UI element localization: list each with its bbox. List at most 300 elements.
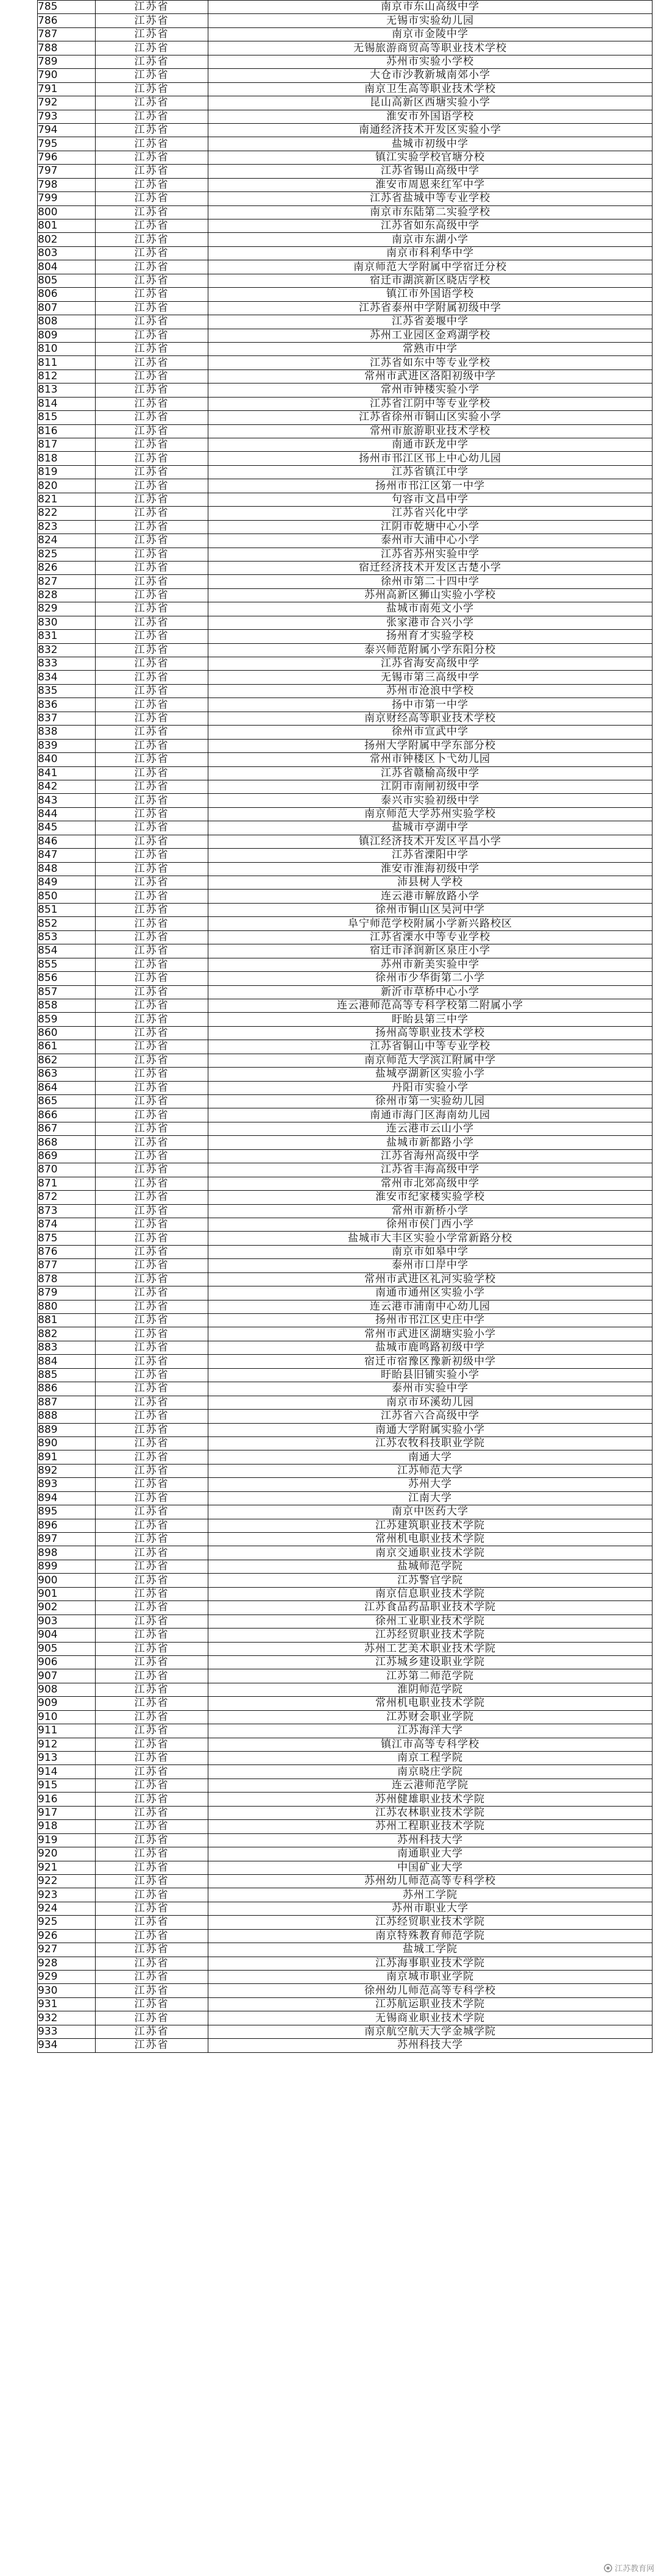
row-number: 854 xyxy=(38,944,96,958)
row-number: 821 xyxy=(38,493,96,506)
row-number: 843 xyxy=(38,794,96,807)
table-row xyxy=(38,205,653,219)
row-number: 837 xyxy=(38,712,96,725)
table-row xyxy=(38,671,653,684)
table-row xyxy=(38,1149,653,1163)
row-number: 924 xyxy=(38,1902,96,1915)
row-number: 878 xyxy=(38,1272,96,1286)
table-row xyxy=(38,1204,653,1218)
table-row xyxy=(38,69,653,82)
row-number: 867 xyxy=(38,1122,96,1135)
province-cell: 江苏省 xyxy=(96,41,208,55)
row-number: 913 xyxy=(38,1752,96,1765)
row-number: 925 xyxy=(38,1916,96,1929)
school-name-cell: 江苏财会职业学院 xyxy=(208,1710,653,1724)
row-number: 819 xyxy=(38,465,96,479)
school-name-cell: 南京市东陆第二实验学校 xyxy=(208,205,653,219)
province-cell: 江苏省 xyxy=(96,1286,208,1300)
province-cell: 江苏省 xyxy=(96,1272,208,1286)
table-row xyxy=(38,2011,653,2025)
row-number: 828 xyxy=(38,588,96,602)
province-cell: 江苏省 xyxy=(96,1505,208,1519)
row-number: 861 xyxy=(38,1040,96,1054)
row-number: 799 xyxy=(38,192,96,205)
table-row xyxy=(38,342,653,355)
table-row xyxy=(38,1191,653,1204)
table-row xyxy=(38,1,653,14)
row-number: 923 xyxy=(38,1888,96,1902)
province-cell: 江苏省 xyxy=(96,2039,208,2052)
province-cell: 江苏省 xyxy=(96,82,208,96)
school-name-cell: 徐州幼儿师范高等专科学校 xyxy=(208,1984,653,1997)
province-cell: 江苏省 xyxy=(96,1368,208,1382)
table-row xyxy=(38,917,653,930)
school-name-cell: 苏州市实验小学校 xyxy=(208,55,653,68)
table-row xyxy=(38,438,653,452)
table-row xyxy=(38,930,653,944)
school-name-cell: 江苏第二师范学院 xyxy=(208,1669,653,1683)
row-number: 918 xyxy=(38,1820,96,1833)
row-number: 903 xyxy=(38,1614,96,1628)
school-name-cell: 盐城市亭湖中学 xyxy=(208,821,653,835)
table-row xyxy=(38,876,653,890)
province-cell: 江苏省 xyxy=(96,1847,208,1861)
row-number: 888 xyxy=(38,1410,96,1423)
row-number: 892 xyxy=(38,1464,96,1477)
school-name-cell: 南京市科利华中学 xyxy=(208,246,653,260)
school-name-cell: 苏州市新美实验中学 xyxy=(208,958,653,971)
row-number: 817 xyxy=(38,438,96,452)
school-name-cell: 扬州高等职业技术学校 xyxy=(208,1026,653,1040)
province-cell: 江苏省 xyxy=(96,329,208,342)
row-number: 839 xyxy=(38,739,96,752)
province-cell: 江苏省 xyxy=(96,260,208,274)
province-cell: 江苏省 xyxy=(96,274,208,287)
table-row xyxy=(38,1505,653,1519)
table-row xyxy=(38,1629,653,1642)
school-name-cell: 淮阴师范学院 xyxy=(208,1683,653,1696)
row-number: 841 xyxy=(38,766,96,780)
province-cell: 江苏省 xyxy=(96,1382,208,1396)
row-number: 846 xyxy=(38,835,96,848)
school-name-cell: 南京师范大学附属中学宿迁分校 xyxy=(208,260,653,274)
school-name-cell: 张家港市合兴小学 xyxy=(208,616,653,629)
province-cell: 江苏省 xyxy=(96,233,208,246)
table-row xyxy=(38,1423,653,1436)
province-cell: 江苏省 xyxy=(96,1997,208,2011)
row-number: 838 xyxy=(38,726,96,739)
row-number: 891 xyxy=(38,1450,96,1464)
table-row xyxy=(38,657,653,671)
row-number: 789 xyxy=(38,55,96,68)
row-number: 931 xyxy=(38,1997,96,2011)
row-number: 886 xyxy=(38,1382,96,1396)
table-row xyxy=(38,1108,653,1122)
province-cell: 江苏省 xyxy=(96,930,208,944)
row-number: 893 xyxy=(38,1478,96,1491)
row-number: 831 xyxy=(38,630,96,643)
province-cell: 江苏省 xyxy=(96,1820,208,1833)
school-name-cell: 新沂市草桥中心小学 xyxy=(208,985,653,999)
row-number: 902 xyxy=(38,1601,96,1614)
school-name-cell: 丹阳市实验小学 xyxy=(208,1081,653,1094)
province-cell: 江苏省 xyxy=(96,999,208,1012)
table-row xyxy=(38,780,653,793)
school-name-cell: 常州机电职业技术学院 xyxy=(208,1697,653,1710)
row-number: 812 xyxy=(38,369,96,383)
province-cell: 江苏省 xyxy=(96,1177,208,1190)
school-name-cell: 盐城市鹿鸣路初级中学 xyxy=(208,1341,653,1354)
table-row xyxy=(38,1450,653,1464)
row-number: 890 xyxy=(38,1436,96,1450)
table-row xyxy=(38,766,653,780)
row-number: 908 xyxy=(38,1683,96,1696)
table-row xyxy=(38,1478,653,1491)
school-name-cell: 南京特殊教育师范学院 xyxy=(208,1929,653,1943)
table-row xyxy=(38,1355,653,1368)
school-name-cell: 徐州市少华街第二小学 xyxy=(208,972,653,985)
province-cell: 江苏省 xyxy=(96,2011,208,2025)
school-name-cell: 常州市武进区湖塘实验小学 xyxy=(208,1327,653,1341)
school-name-cell: 连云港市解放路小学 xyxy=(208,890,653,903)
province-cell: 江苏省 xyxy=(96,1026,208,1040)
row-number: 880 xyxy=(38,1300,96,1313)
school-name-cell: 淮安市纪家楼实验学校 xyxy=(208,1191,653,1204)
source-watermark xyxy=(604,2562,654,2574)
table-row xyxy=(38,534,653,548)
province-cell: 江苏省 xyxy=(96,958,208,971)
table-row xyxy=(38,520,653,533)
row-number: 865 xyxy=(38,1095,96,1108)
school-name-cell: 苏州高新区狮山实验小学校 xyxy=(208,588,653,602)
table-row xyxy=(38,903,653,916)
school-name-cell: 南京城市职业学院 xyxy=(208,1971,653,1984)
row-number: 917 xyxy=(38,1806,96,1819)
row-number: 934 xyxy=(38,2039,96,2052)
school-name-cell: 徐州市铜山区吴河中学 xyxy=(208,903,653,916)
school-name-cell: 无锡市实验幼儿园 xyxy=(208,14,653,27)
row-number: 848 xyxy=(38,862,96,876)
row-number: 928 xyxy=(38,1957,96,1970)
province-cell: 江苏省 xyxy=(96,96,208,110)
school-name-cell: 江阴市乾塘中心小学 xyxy=(208,520,653,533)
row-number: 850 xyxy=(38,890,96,903)
row-number: 909 xyxy=(38,1697,96,1710)
school-name-cell: 南通市通州区实验小学 xyxy=(208,1286,653,1300)
school-name-cell: 宿迁经济技术开发区古楚小学 xyxy=(208,561,653,574)
province-cell: 江苏省 xyxy=(96,110,208,123)
province-cell: 江苏省 xyxy=(96,1410,208,1423)
province-cell: 江苏省 xyxy=(96,1327,208,1341)
table-row xyxy=(38,807,653,821)
school-name-cell: 江苏城乡建设职业学院 xyxy=(208,1655,653,1669)
school-name-cell: 江苏航运职业技术学院 xyxy=(208,1997,653,2011)
row-number: 852 xyxy=(38,917,96,930)
school-name-cell: 连云港师范学院 xyxy=(208,1779,653,1792)
table-row xyxy=(38,27,653,41)
table-row xyxy=(38,1341,653,1354)
table-row xyxy=(38,452,653,465)
row-number: 794 xyxy=(38,123,96,137)
row-number: 874 xyxy=(38,1218,96,1231)
table-row xyxy=(38,14,653,27)
row-number: 832 xyxy=(38,643,96,657)
school-name-cell: 盐城师范学院 xyxy=(208,1560,653,1573)
school-name-cell: 江苏省兴化中学 xyxy=(208,507,653,520)
province-cell: 江苏省 xyxy=(96,1874,208,1888)
school-name-cell: 徐州市第二十四中学 xyxy=(208,575,653,588)
row-number: 901 xyxy=(38,1587,96,1600)
province-cell: 江苏省 xyxy=(96,684,208,698)
row-number: 862 xyxy=(38,1054,96,1067)
row-number: 834 xyxy=(38,671,96,684)
province-cell: 江苏省 xyxy=(96,14,208,27)
province-cell: 江苏省 xyxy=(96,1943,208,1957)
province-cell: 江苏省 xyxy=(96,1450,208,1464)
row-number: 921 xyxy=(38,1861,96,1874)
school-name-cell: 中国矿业大学 xyxy=(208,1861,653,1874)
province-cell: 江苏省 xyxy=(96,1752,208,1765)
province-cell: 江苏省 xyxy=(96,972,208,985)
row-number: 827 xyxy=(38,575,96,588)
table-row xyxy=(38,890,653,903)
table-row xyxy=(38,507,653,520)
school-name-cell: 江苏省锡山高级中学 xyxy=(208,165,653,178)
row-number: 864 xyxy=(38,1081,96,1094)
school-name-cell: 江苏农牧科技职业学院 xyxy=(208,1436,653,1450)
school-name-cell: 连云港市浦南中心幼儿园 xyxy=(208,1300,653,1313)
school-name-cell: 南通经济技术开发区实验小学 xyxy=(208,123,653,137)
table-row xyxy=(38,1793,653,1806)
school-name-cell: 江苏省徐州市铜山区实验小学 xyxy=(208,411,653,424)
table-row xyxy=(38,835,653,848)
province-cell: 江苏省 xyxy=(96,1095,208,1108)
province-cell: 江苏省 xyxy=(96,835,208,848)
province-cell: 江苏省 xyxy=(96,1629,208,1642)
school-name-cell: 无锡商业职业技术学院 xyxy=(208,2011,653,2025)
province-cell: 江苏省 xyxy=(96,698,208,712)
row-number: 900 xyxy=(38,1574,96,1587)
table-row xyxy=(38,1902,653,1915)
school-name-cell: 南京财经高等职业技术学校 xyxy=(208,712,653,725)
table-row xyxy=(38,630,653,643)
province-cell: 江苏省 xyxy=(96,151,208,164)
province-cell: 江苏省 xyxy=(96,1697,208,1710)
province-cell: 江苏省 xyxy=(96,411,208,424)
school-name-cell: 大仓市沙教新城南郊小学 xyxy=(208,69,653,82)
school-name-cell: 南京航空航天大学金城学院 xyxy=(208,2025,653,2038)
school-name-cell: 江苏省海州高级中学 xyxy=(208,1149,653,1163)
province-cell: 江苏省 xyxy=(96,1888,208,1902)
row-number: 826 xyxy=(38,561,96,574)
table-row xyxy=(38,465,653,479)
table-row xyxy=(38,575,653,588)
school-list-table xyxy=(37,0,653,2053)
province-cell: 江苏省 xyxy=(96,1929,208,1943)
province-cell: 江苏省 xyxy=(96,55,208,68)
province-cell: 江苏省 xyxy=(96,1068,208,1081)
table-row xyxy=(38,315,653,329)
school-name-cell: 常州市旅游职业技术学校 xyxy=(208,424,653,438)
school-name-cell: 苏州健雄职业技术学院 xyxy=(208,1793,653,1806)
row-number: 803 xyxy=(38,246,96,260)
province-cell: 江苏省 xyxy=(96,1984,208,1997)
row-number: 795 xyxy=(38,137,96,151)
province-cell: 江苏省 xyxy=(96,766,208,780)
school-name-cell: 泰州市实验中学 xyxy=(208,1382,653,1396)
row-number: 820 xyxy=(38,479,96,493)
table-row xyxy=(38,1820,653,1833)
table-row xyxy=(38,2025,653,2038)
table-row xyxy=(38,739,653,752)
school-name-cell: 南京市东山高级中学 xyxy=(208,1,653,14)
table-row xyxy=(38,999,653,1012)
table-row xyxy=(38,794,653,807)
row-number: 808 xyxy=(38,315,96,329)
table-row xyxy=(38,1847,653,1861)
province-cell: 江苏省 xyxy=(96,520,208,533)
row-number: 815 xyxy=(38,411,96,424)
province-cell: 江苏省 xyxy=(96,753,208,766)
table-row xyxy=(38,288,653,301)
row-number: 866 xyxy=(38,1108,96,1122)
school-name-cell: 徐州市第一实验幼儿园 xyxy=(208,1095,653,1108)
school-name-cell: 常州市新桥小学 xyxy=(208,1204,653,1218)
school-name-cell: 泰兴师范附属小学东阳分校 xyxy=(208,643,653,657)
province-cell: 江苏省 xyxy=(96,1245,208,1258)
school-name-cell: 徐州市宣武中学 xyxy=(208,726,653,739)
table-row xyxy=(38,274,653,287)
table-row xyxy=(38,588,653,602)
row-number: 793 xyxy=(38,110,96,123)
province-cell: 江苏省 xyxy=(96,397,208,410)
school-name-cell: 江苏省姜堰中学 xyxy=(208,315,653,329)
province-cell: 江苏省 xyxy=(96,1040,208,1054)
table-row xyxy=(38,260,653,274)
school-name-cell: 江苏省铜山中等专业学校 xyxy=(208,1040,653,1054)
school-name-cell: 江苏师范大学 xyxy=(208,1464,653,1477)
row-number: 825 xyxy=(38,548,96,561)
province-cell: 江苏省 xyxy=(96,1300,208,1313)
row-number: 818 xyxy=(38,452,96,465)
province-cell: 江苏省 xyxy=(96,780,208,793)
table-row xyxy=(38,1806,653,1819)
school-name-cell: 江苏省丰海高级中学 xyxy=(208,1163,653,1177)
province-cell: 江苏省 xyxy=(96,123,208,137)
row-number: 830 xyxy=(38,616,96,629)
province-cell: 江苏省 xyxy=(96,602,208,616)
province-cell: 江苏省 xyxy=(96,1655,208,1669)
row-number: 858 xyxy=(38,999,96,1012)
province-cell: 江苏省 xyxy=(96,246,208,260)
row-number: 814 xyxy=(38,397,96,410)
school-name-cell: 江苏省如东中等专业学校 xyxy=(208,356,653,369)
table-row xyxy=(38,1655,653,1669)
table-row xyxy=(38,1491,653,1505)
table-row xyxy=(38,1436,653,1450)
table-row xyxy=(38,1916,653,1929)
school-name-cell: 江苏农林职业技术学院 xyxy=(208,1806,653,1819)
table-row xyxy=(38,1245,653,1258)
school-name-cell: 盐城市南苑文小学 xyxy=(208,602,653,616)
province-cell: 江苏省 xyxy=(96,903,208,916)
school-name-cell: 盱眙县旧铺实验小学 xyxy=(208,1368,653,1382)
province-cell: 江苏省 xyxy=(96,384,208,397)
province-cell: 江苏省 xyxy=(96,1491,208,1505)
table-row xyxy=(38,1546,653,1560)
province-cell: 江苏省 xyxy=(96,1204,208,1218)
table-row xyxy=(38,1984,653,1997)
school-name-cell: 徐州市侯门西小学 xyxy=(208,1218,653,1231)
row-number: 927 xyxy=(38,1943,96,1957)
school-name-cell: 常州市钟楼实验小学 xyxy=(208,384,653,397)
table-row xyxy=(38,165,653,178)
province-cell: 江苏省 xyxy=(96,671,208,684)
row-number: 845 xyxy=(38,821,96,835)
school-name-cell: 南京市如皋中学 xyxy=(208,1245,653,1258)
table-row xyxy=(38,1122,653,1135)
school-name-cell: 淮安市外国语学校 xyxy=(208,110,653,123)
table-row xyxy=(38,1833,653,1847)
school-name-cell: 苏州工学院 xyxy=(208,1888,653,1902)
province-cell: 江苏省 xyxy=(96,1232,208,1245)
row-number: 919 xyxy=(38,1833,96,1847)
school-name-cell: 南通市跃龙中学 xyxy=(208,438,653,452)
table-row xyxy=(38,137,653,151)
province-cell: 江苏省 xyxy=(96,165,208,178)
table-row xyxy=(38,178,653,191)
school-name-cell: 江苏建筑职业技术学院 xyxy=(208,1519,653,1532)
province-cell: 江苏省 xyxy=(96,1916,208,1929)
school-name-cell: 江苏省江阴中等专业学校 xyxy=(208,397,653,410)
school-name-cell: 江苏省苏州实验中学 xyxy=(208,548,653,561)
table-row xyxy=(38,1683,653,1696)
school-name-cell: 江苏经贸职业技术学院 xyxy=(208,1629,653,1642)
table-row xyxy=(38,411,653,424)
province-cell: 江苏省 xyxy=(96,1861,208,1874)
province-cell: 江苏省 xyxy=(96,205,208,219)
school-name-cell: 南京市金陵中学 xyxy=(208,27,653,41)
province-cell: 江苏省 xyxy=(96,849,208,862)
row-number: 842 xyxy=(38,780,96,793)
province-cell: 江苏省 xyxy=(96,726,208,739)
school-name-cell: 江苏省溧阳中学 xyxy=(208,849,653,862)
school-name-cell: 阜宁师范学校附属小学新兴路校区 xyxy=(208,917,653,930)
table-row xyxy=(38,1614,653,1628)
table-row xyxy=(38,424,653,438)
school-name-cell: 南京晓庄学院 xyxy=(208,1765,653,1779)
school-name-cell: 苏州工艺美术职业技术学院 xyxy=(208,1642,653,1655)
province-cell: 江苏省 xyxy=(96,1,208,14)
province-cell: 江苏省 xyxy=(96,917,208,930)
table-row xyxy=(38,1095,653,1108)
school-name-cell: 扬中市第一中学 xyxy=(208,698,653,712)
school-name-cell: 盐城工学院 xyxy=(208,1943,653,1957)
province-cell: 江苏省 xyxy=(96,192,208,205)
row-number: 895 xyxy=(38,1505,96,1519)
province-cell: 江苏省 xyxy=(96,1341,208,1354)
province-cell: 江苏省 xyxy=(96,315,208,329)
table-row xyxy=(38,192,653,205)
table-row xyxy=(38,698,653,712)
table-row xyxy=(38,384,653,397)
table-row xyxy=(38,1054,653,1067)
table-row xyxy=(38,1026,653,1040)
table-row xyxy=(38,82,653,96)
table-row xyxy=(38,246,653,260)
table-row xyxy=(38,1382,653,1396)
table-row xyxy=(38,1724,653,1738)
